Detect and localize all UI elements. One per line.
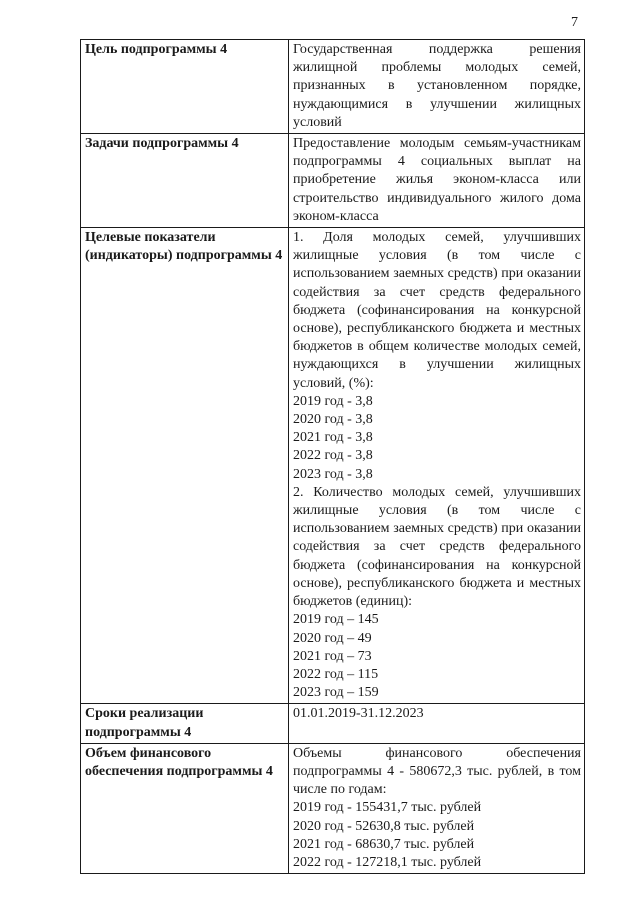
indicator-1-year: 2022 год - 3,8 — [293, 448, 373, 464]
table-row-goal — [81, 40, 585, 134]
funding-year: 2020 год - 52630,8 тыс. рублей — [293, 818, 475, 834]
indicator-1-year: 2021 год - 3,8 — [293, 430, 373, 446]
indicator-2-title: 2. Количество молодых семей, улучшивших жилищные условия (в том числе с использованием заемных средств) при оказании содействия за счет средств федерального бюджета (софинансирования на конкурсной основе), республиканского бюджета и местных бюджетов (единиц): — [293, 484, 581, 610]
indicator-2-year: 2020 год – 49 — [293, 630, 372, 646]
indicator-1-year: 2019 год - 3,8 — [293, 393, 373, 409]
table-row-funding — [81, 743, 585, 873]
page-number: 7 — [571, 15, 578, 30]
row-value-period: 01.01.2019-31.12.2023 — [289, 704, 585, 743]
row-value-funding — [289, 743, 585, 873]
indicator-1-year: 2023 год - 3,8 — [293, 466, 373, 482]
row-label-indicators: Целевые показатели (индикаторы) подпрограммы 4 — [81, 228, 289, 704]
indicator-2-year: 2022 год – 115 — [293, 666, 379, 682]
subprogram-passport-table — [80, 39, 585, 874]
row-value-tasks: Предоставление молодым семьям-участникам подпрограммы 4 социальных выплат на приобретение жилья эконом-класса или строительство индивидуального жилого дома эконом-класса — [289, 134, 585, 228]
row-label-tasks: Задачи подпрограммы 4 — [81, 134, 289, 228]
row-value-indicators — [289, 228, 585, 704]
row-label-goal: Цель подпрограммы 4 — [81, 40, 289, 134]
indicator-2-year: 2019 год – 145 — [293, 612, 379, 628]
funding-year: 2022 год - 127218,1 тыс. рублей — [293, 854, 482, 870]
table-row-tasks — [81, 134, 585, 228]
row-label-funding: Объем финансового обеспечения подпрограммы 4 — [81, 743, 289, 873]
table-row-period — [81, 704, 585, 743]
indicator-1-title: 1. Доля молодых семей, улучшивших жилищные условия (в том числе с использованием заемных средств) при оказании содействия за счет средств федерального бюджета (софинансирования на конкурсной основе), республиканского бюджета и местных бюджетов в общем количестве молодых семей, нуждающихся в улучшении жилищных условий, (%): — [293, 230, 581, 391]
indicator-2-year: 2021 год – 73 — [293, 648, 372, 664]
row-value-goal: Государственная поддержка решения жилищной проблемы молодых семей, признанных в установленном порядке, нуждающимися в улучшении жилищных условий — [289, 40, 585, 134]
funding-year: 2019 год - 155431,7 тыс. рублей — [293, 800, 482, 816]
funding-intro: Объемы финансового обеспечения подпрограммы 4 - 580672,3 тыс. рублей, в том числе по годам: — [293, 745, 581, 798]
indicator-1-year: 2020 год - 3,8 — [293, 412, 373, 428]
indicator-2-year: 2023 год – 159 — [293, 685, 379, 701]
funding-year: 2021 год - 68630,7 тыс. рублей — [293, 836, 475, 852]
row-label-period: Сроки реализации подпрограммы 4 — [81, 704, 289, 743]
table-row-indicators — [81, 228, 585, 704]
